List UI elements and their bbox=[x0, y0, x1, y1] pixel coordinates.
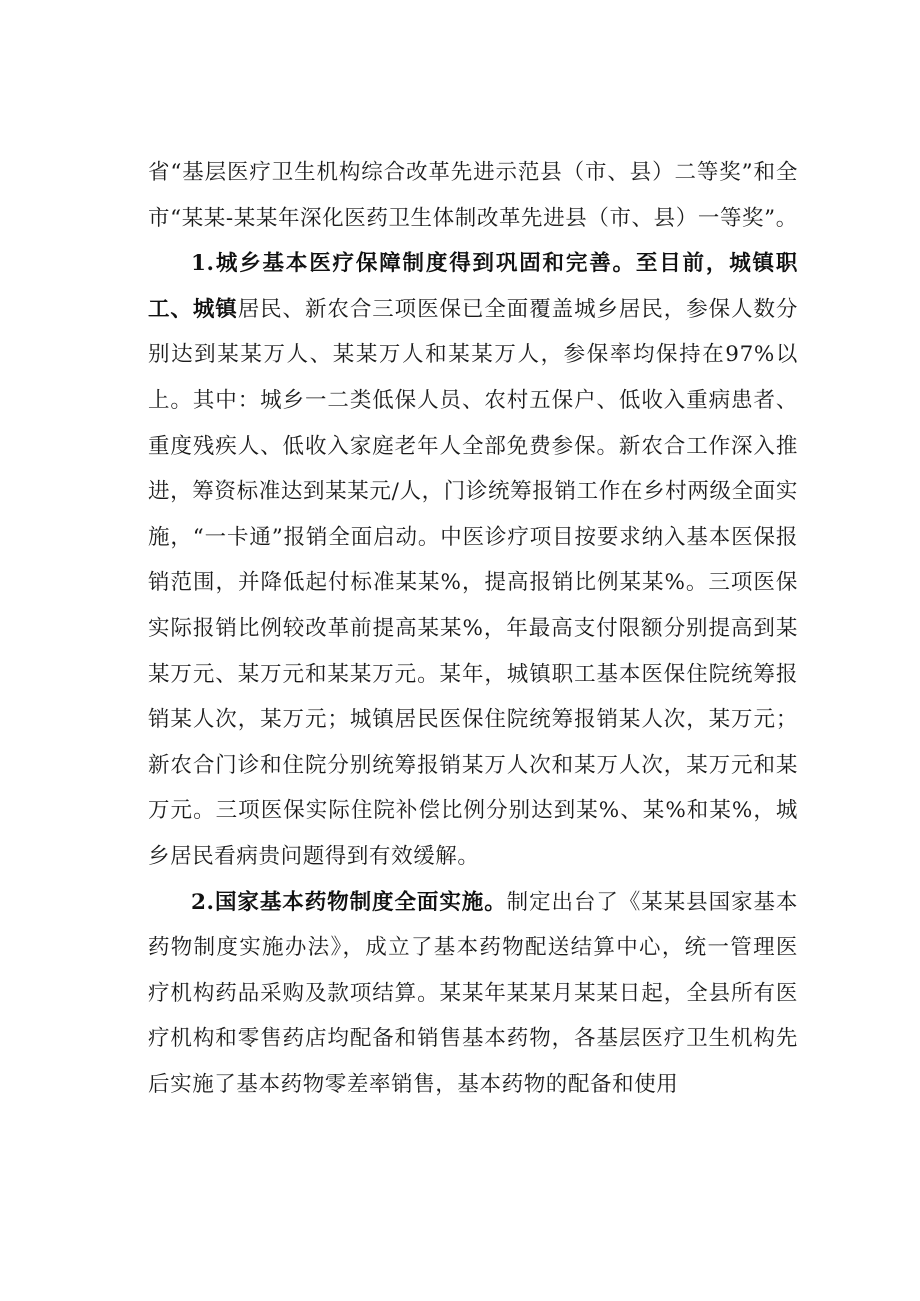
section-heading-1: 1.城乡基本医疗保障制度得到巩固和完善。至目前，城镇职工、城镇 bbox=[148, 251, 798, 322]
paragraph-text: 制定出台了《某某县国家基本药物制度实施办法》，成立了基本药物配送结算中心，统一管理医疗机构药品采购及款项结算。某某年某某月某某日起，全县所有医疗机构和零售药店均配备和销售基本药物，各基层医疗卫生机构先后实施了基本药物零差率销售，基本药物的配备和使用 bbox=[148, 889, 798, 1097]
section-heading-2: 2.国家基本药物制度全面实施。 bbox=[191, 889, 507, 915]
paragraph-awards bbox=[148, 150, 798, 241]
paragraph-text: 居民、新农合三项医保已全面覆盖城乡居民，参保人数分别达到某某万人、某某万人和某某万人，参保率均保持在97%以上。其中：城乡一二类低保人员、农村五保户、低收入重病患者、重度残疾人、低收入家庭老年人全部免费参保。新农合工作深入推进，筹资标准达到某某元/人，门诊统筹报销工作在乡村两级全面实施，“一卡通”报销全面启动。中医诊疗项目按要求纳入基本医保报销范围，并降低起付标准某某%，提高报销比例某某%。三项医保实际报销比例较改革前提高某某%，年最高支付限额分别提高到某某万元、某万元和某某万元。某年，城镇职工基本医保住院统筹报销某人次，某万元；城镇居民医保住院统筹报销某人次，某万元；新农合门诊和住院分别统筹报销某万人次和某万人次，某万元和某万元。三项医保实际住院补偿比例分别达到某%、某%和某%，城乡居民看病贵问题得到有效缓解。 bbox=[148, 296, 798, 869]
paragraph-text: 省“基层医疗卫生机构综合改革先进示范县（市、县）二等奖”和全市“某某-某某年深化医药卫生体制改革先进县（市、县）一等奖”。 bbox=[148, 160, 798, 231]
paragraph-essential-drugs bbox=[148, 880, 798, 1108]
document-page bbox=[148, 150, 798, 1107]
paragraph-medical-insurance bbox=[148, 241, 798, 879]
